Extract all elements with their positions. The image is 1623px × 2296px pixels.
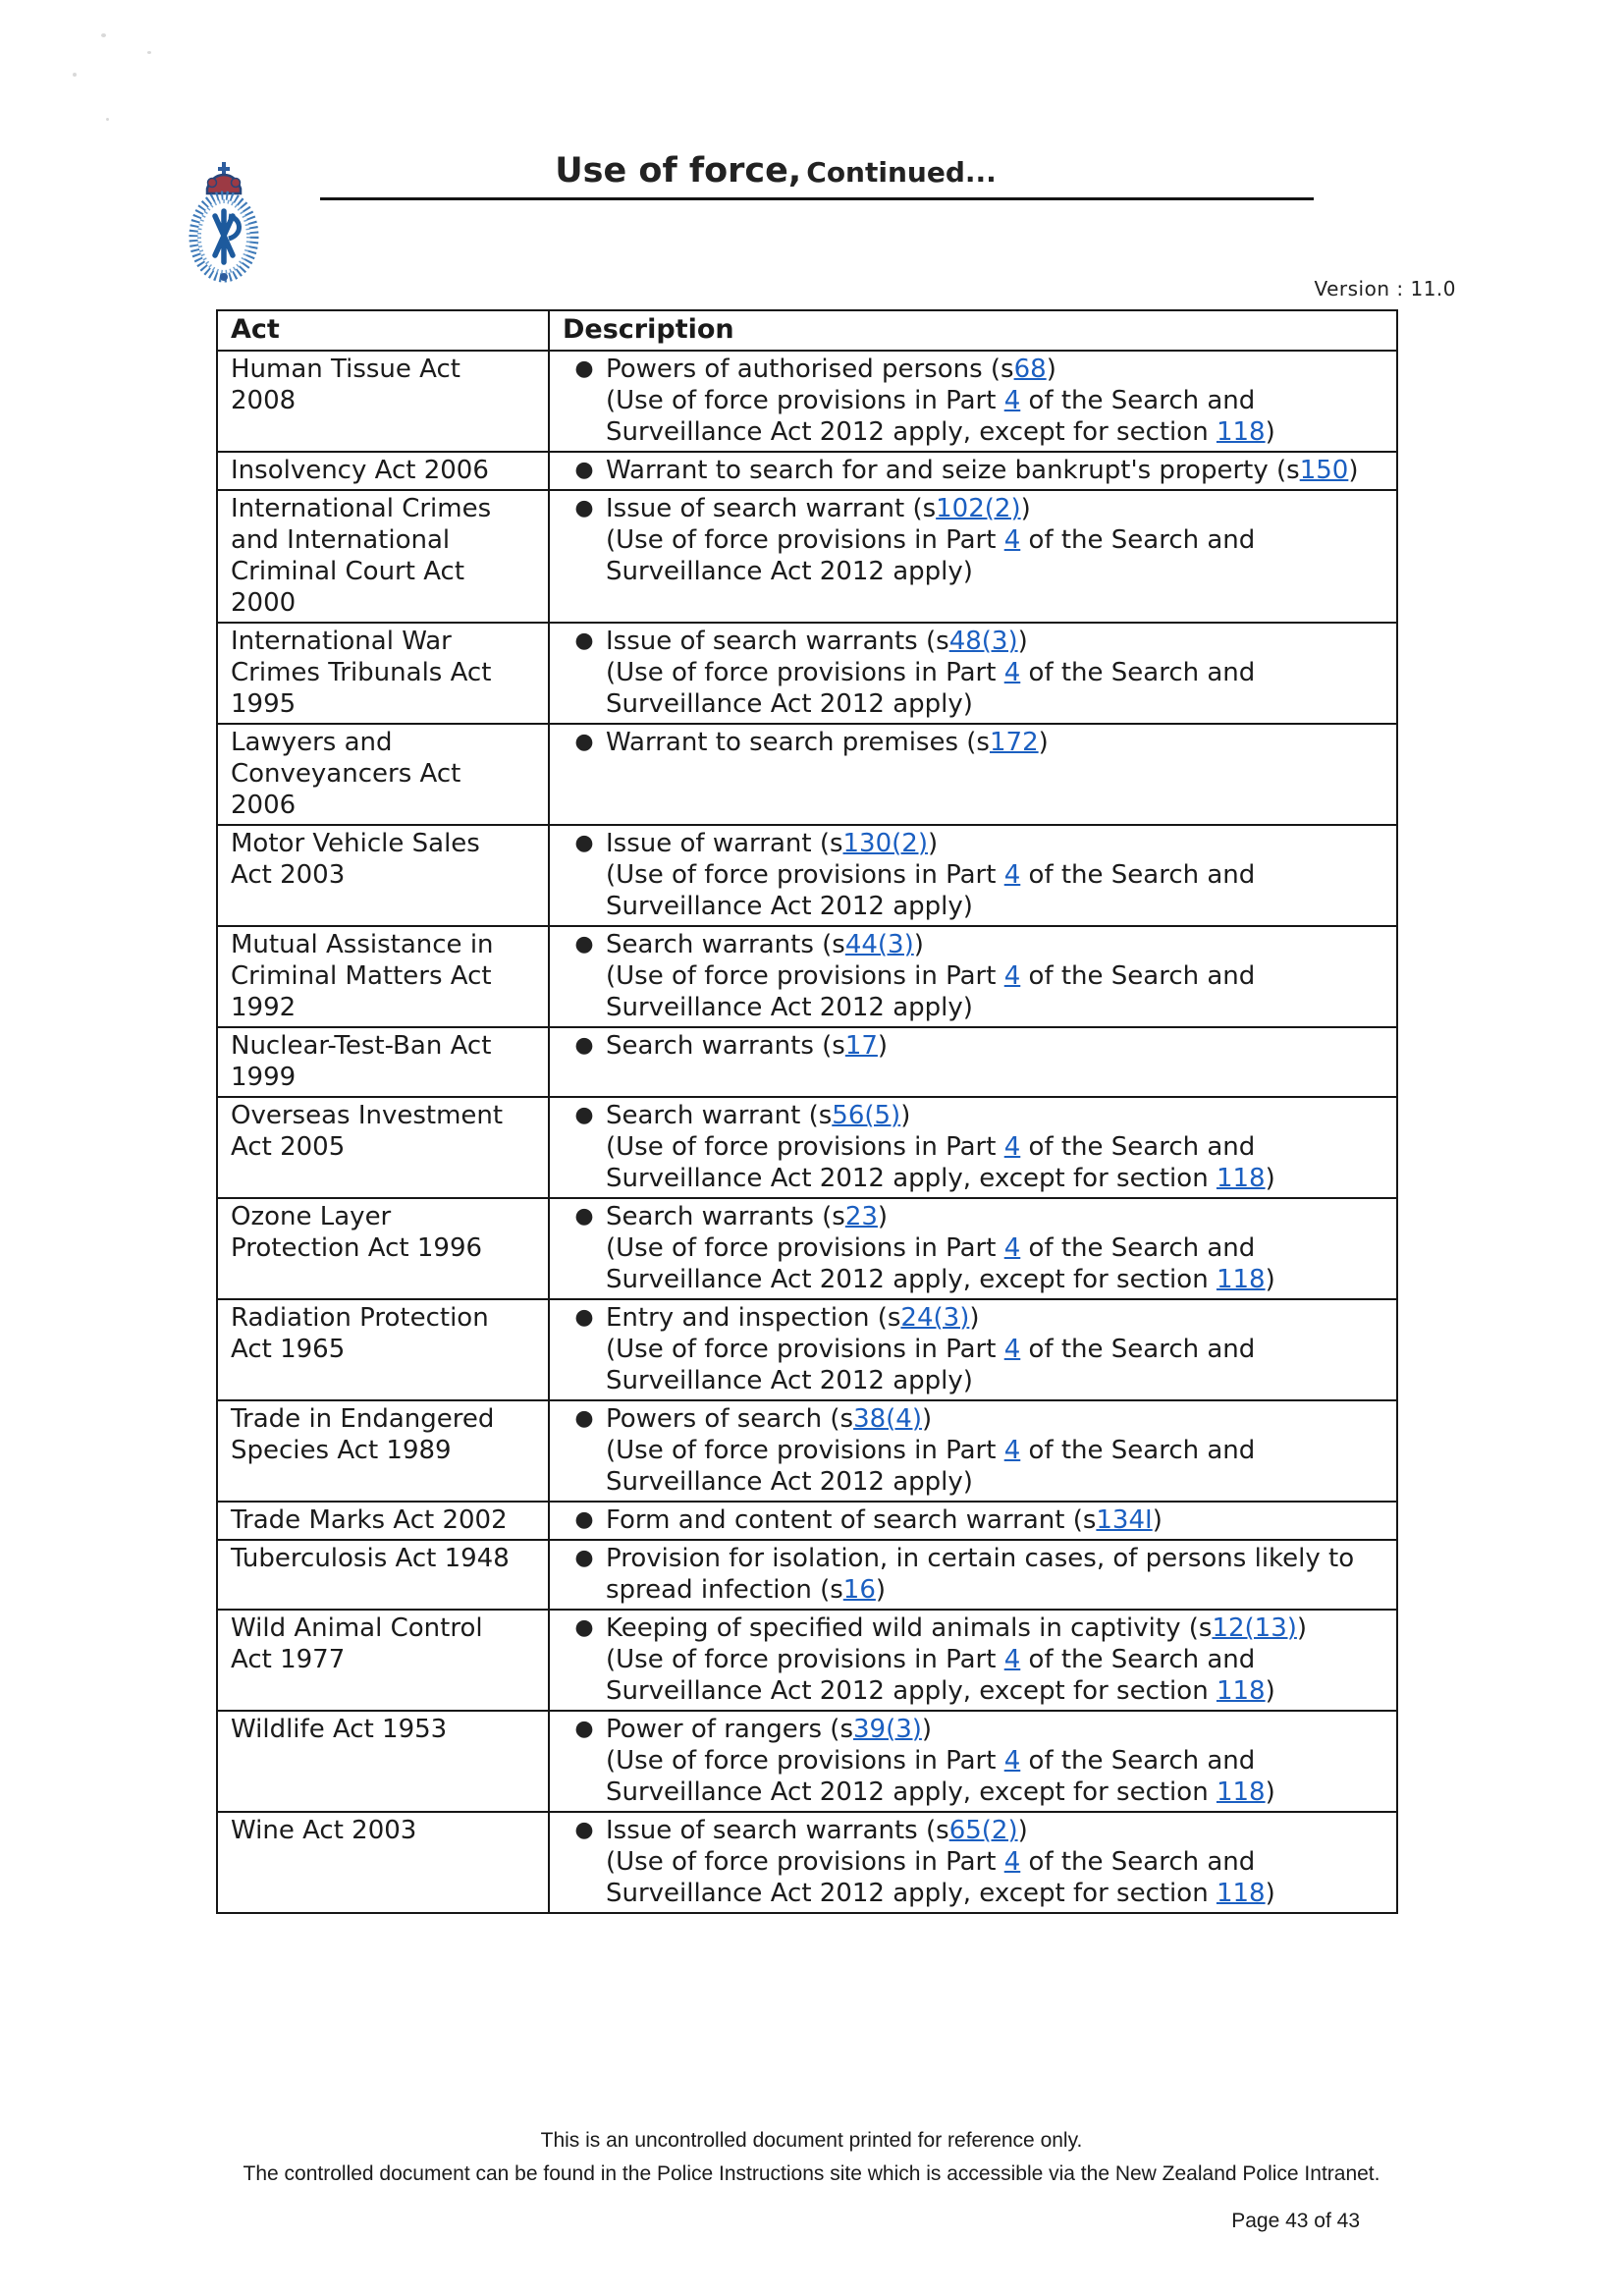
bullet-icon: ● [574,458,594,482]
act-cell: Lawyers and Conveyancers Act 2006 [217,724,549,825]
act-cell: Trade Marks Act 2002 [217,1502,549,1540]
bullet-icon: ● [574,932,594,957]
section-link[interactable]: 56(5) [832,1101,901,1130]
table-row [217,1540,1397,1610]
table-row [217,1711,1397,1812]
section-link[interactable]: 4 [1003,1645,1021,1674]
title-main: Use of force, [555,151,802,191]
crest-graphic [185,161,263,283]
column-header-act: Act [217,310,549,351]
table-row [217,1400,1397,1502]
description-text: Issue of search warrant (s102(2)) (Use of force provisions in Part 4 of the Search and Surveillance Act 2012 apply) [606,494,1256,586]
act-cell: Nuclear-Test-Ban Act 1999 [217,1027,549,1097]
section-link[interactable]: 118 [1216,1265,1266,1294]
page-title [320,151,1314,200]
description-text: Powers of search (s38(4)) (Use of force provisions in Part 4 of the Search and Surveillance Act 2012 apply) [606,1404,1256,1497]
bullet-icon: ● [574,1103,594,1127]
bullet-icon: ● [574,1717,594,1741]
table-row [217,1299,1397,1400]
description-cell [549,1299,1397,1400]
section-link[interactable]: 65(2) [948,1816,1018,1845]
description-cell [549,724,1397,825]
description-text: Issue of search warrants (s48(3)) (Use of force provisions in Part 4 of the Search and Surveillance Act 2012 apply) [606,627,1256,719]
section-link[interactable]: 4 [1003,1132,1021,1162]
bullet-icon: ● [574,496,594,520]
section-link[interactable]: 118 [1216,1879,1266,1908]
act-cell: International Crimes and International Criminal Court Act 2000 [217,490,549,623]
section-link[interactable]: 130(2) [842,829,928,858]
description-text: Warrant to search for and seize bankrupt's property (s150) [606,456,1359,485]
act-cell: Ozone Layer Protection Act 1996 [217,1198,549,1299]
acts-table-body [217,351,1397,1913]
section-link[interactable]: 17 [844,1031,878,1061]
table-row [217,724,1397,825]
title-continued: Continued... [806,156,997,189]
section-link[interactable]: 172 [989,728,1039,757]
acts-table [216,309,1398,1914]
description-text: Search warrants (s23) (Use of force provisions in Part 4 of the Search and Surveillance Act 2012 apply, except for section 118) [606,1202,1275,1294]
act-cell: Insolvency Act 2006 [217,452,549,490]
table-row [217,1027,1397,1097]
section-link[interactable]: 4 [1003,961,1021,991]
column-header-description: Description [549,310,1397,351]
section-link[interactable]: 118 [1216,417,1266,447]
description-cell [549,452,1397,490]
section-link[interactable]: 4 [1003,658,1021,687]
description-text: Search warrant (s56(5)) (Use of force provisions in Part 4 of the Search and Surveillance Act 2012 apply, except for section 118) [606,1101,1275,1193]
bullet-icon: ● [574,1204,594,1229]
section-link[interactable]: 39(3) [853,1715,922,1744]
description-cell [549,1027,1397,1097]
bullet-icon: ● [574,356,594,381]
footer-line-2: The controlled document can be found in the Police Instructions site which is accessible via the New Zealand Police Intranet. [243,2162,1380,2185]
description-cell [549,1812,1397,1913]
act-cell: Tuberculosis Act 1948 [217,1540,549,1610]
section-link[interactable]: 44(3) [844,930,914,959]
description-text: Power of rangers (s39(3)) (Use of force provisions in Part 4 of the Search and Surveillance Act 2012 apply, except for section 118) [606,1715,1275,1807]
table-row [217,1198,1397,1299]
description-text: Issue of search warrants (s65(2)) (Use of force provisions in Part 4 of the Search and Surveillance Act 2012 apply, except for section 118) [606,1816,1275,1908]
description-text: Entry and inspection (s24(3)) (Use of force provisions in Part 4 of the Search and Surveillance Act 2012 apply) [606,1303,1256,1395]
section-link[interactable]: 118 [1216,1164,1266,1193]
act-cell: Overseas Investment Act 2005 [217,1097,549,1198]
act-cell: International War Crimes Tribunals Act 1995 [217,623,549,724]
section-link[interactable]: 16 [842,1575,876,1605]
description-cell [549,825,1397,926]
bullet-icon: ● [574,730,594,754]
section-link[interactable]: 102(2) [936,494,1021,523]
description-cell [549,1540,1397,1610]
section-link[interactable]: 4 [1003,1335,1021,1364]
description-text: Issue of warrant (s130(2)) (Use of force provisions in Part 4 of the Search and Surveillance Act 2012 apply) [606,829,1256,921]
section-link[interactable]: 48(3) [948,627,1018,656]
bullet-icon: ● [574,1305,594,1330]
version-label: Version : 11.0 [1314,277,1456,301]
bullet-icon: ● [574,1507,594,1532]
section-link[interactable]: 4 [1003,860,1021,890]
table-row [217,351,1397,452]
description-text: Warrant to search premises (s172) [606,728,1049,757]
table-row [217,1812,1397,1913]
section-link[interactable]: 4 [1003,525,1021,555]
description-cell [549,1400,1397,1502]
table-row [217,623,1397,724]
section-link[interactable]: 134I [1096,1505,1153,1535]
nz-police-crest-logo [185,161,263,283]
scan-speck [73,73,77,77]
description-text: Provision for isolation, in certain cases, of persons likely to spread infection (s16) [606,1544,1355,1605]
table-row [217,825,1397,926]
act-cell: Wildlife Act 1953 [217,1711,549,1812]
table-row [217,1097,1397,1198]
description-cell [549,490,1397,623]
act-cell: Trade in Endangered Species Act 1989 [217,1400,549,1502]
bullet-icon: ● [574,1615,594,1640]
section-link[interactable]: 150 [1299,456,1349,485]
table-row [217,1610,1397,1711]
section-link[interactable]: 4 [1003,386,1021,415]
footer-line-1: This is an uncontrolled document printed for reference only. [540,2129,1083,2152]
act-cell: Wild Animal Control Act 1977 [217,1610,549,1711]
section-link[interactable]: 12(13) [1212,1613,1297,1643]
description-text: Form and content of search warrant (s134I) [606,1505,1163,1535]
description-cell [549,351,1397,452]
bullet-icon: ● [574,1406,594,1431]
act-cell: Wine Act 2003 [217,1812,549,1913]
description-cell [549,1097,1397,1198]
description-text: Powers of authorised persons (s68) (Use of force provisions in Part 4 of the Search and Surveillance Act 2012 apply, except for section 118) [606,355,1275,447]
description-text: Keeping of specified wild animals in captivity (s12(13)) (Use of force provisions in Part 4 of the Search and Surveillance Act 2012 apply, except for section 118) [606,1613,1308,1706]
description-cell [549,1610,1397,1711]
table-row [217,452,1397,490]
description-cell [549,1198,1397,1299]
act-cell: Radiation Protection Act 1965 [217,1299,549,1400]
table-row [217,490,1397,623]
bullet-icon: ● [574,629,594,653]
act-cell: Motor Vehicle Sales Act 2003 [217,825,549,926]
description-cell [549,623,1397,724]
section-link[interactable]: 4 [1003,1233,1021,1263]
scan-speck [101,33,106,37]
section-link[interactable]: 68 [1013,355,1047,384]
section-link[interactable]: 118 [1216,1676,1266,1706]
section-link[interactable]: 118 [1216,1777,1266,1807]
section-link[interactable]: 4 [1003,1847,1021,1877]
description-cell [549,1502,1397,1540]
section-link[interactable]: 4 [1003,1746,1021,1776]
page-number: Page 43 of 43 [1231,2210,1360,2232]
description-cell [549,926,1397,1027]
act-cell: Human Tissue Act 2008 [217,351,549,452]
table-header-row [217,310,1397,351]
section-link[interactable]: 38(4) [853,1404,922,1434]
scan-speck [106,118,109,121]
act-cell: Mutual Assistance in Criminal Matters Act 1992 [217,926,549,1027]
table-row [217,1502,1397,1540]
bullet-icon: ● [574,1546,594,1570]
description-text: Search warrants (s44(3)) (Use of force provisions in Part 4 of the Search and Surveillance Act 2012 apply) [606,930,1256,1022]
section-link[interactable]: 4 [1003,1436,1021,1465]
scan-speck [147,51,151,54]
section-link[interactable]: 24(3) [900,1303,970,1333]
table-row [217,926,1397,1027]
section-link[interactable]: 23 [844,1202,878,1231]
bullet-icon: ● [574,1818,594,1842]
description-cell [549,1711,1397,1812]
description-text: Search warrants (s17) [606,1031,889,1061]
bullet-icon: ● [574,831,594,855]
bullet-icon: ● [574,1033,594,1058]
